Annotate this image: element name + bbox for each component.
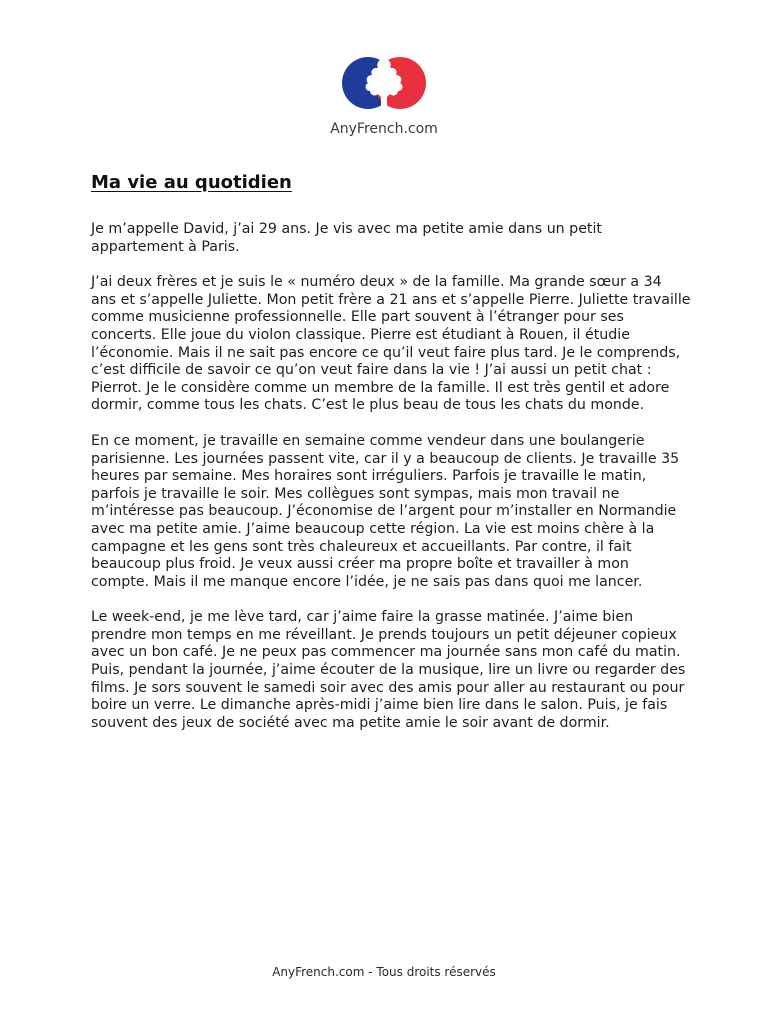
anyfrench-logo-icon xyxy=(340,50,428,116)
site-name: AnyFrench.com xyxy=(330,121,438,137)
paragraph-family: J’ai deux frères et je suis le « numéro deux » de la famille. Ma grande sœur a 34 ans et s’appelle Juliette. Mon petit frère a 21 ans et s’appelle Pierre. Juliette travaille comme musicienne professionnelle. Elle part souvent à l’étranger pour ses concerts. Elle joue du violon classique. Pierre est étudiant à Rouen, il étudie l’économie. Mais il ne sait pas encore ce qu’il veut faire plus tard. Je le comprends, c’est difficile de savoir ce qu’on veut faire dans la vie ! J’ai aussi un petit chat : Pierrot. Je le considère comme un membre de la famille. Il est très gentil et adore dormir, comme tous les chats. C’est le plus beau de tous les chats du monde. xyxy=(91,274,691,414)
paragraph-intro: Je m’appelle David, j’ai 29 ans. Je vis avec ma petite amie dans un petit appartement à Paris. xyxy=(91,221,602,255)
footer-copyright: AnyFrench.com - Tous droits réservés xyxy=(272,965,496,979)
logo-graphic xyxy=(340,50,428,116)
paragraph-work: En ce moment, je travaille en semaine comme vendeur dans une boulangerie parisienne. Les journées passent vite, car il y a beaucoup de clients. Je travaille 35 heures par semaine. Mes horaires sont irréguliers. Parfois je travaille le matin, parfois je travaille le soir. Mes collègues sont sympas, mais mon travail ne m’intéresse pas beaucoup. J’économise de l’argent pour m’installer en Normandie avec ma petite amie. J’aime beaucoup cette région. La vie est moins chère à la campagne et les gens sont très chaleureux et accueillants. Par contre, il fait beaucoup plus froid. Je veux aussi créer ma propre boîte et travailler à mon compte. Mais il me manque encore l’idée, je ne sais pas dans quoi me lancer. xyxy=(91,432,680,590)
paragraph-weekend: Le week-end, je me lève tard, car j’aime faire la grasse matinée. J’aime bien prendre mon temps en me réveillant. Je prends toujours un petit déjeuner copieux avec un bon café. Je ne peux pas commencer ma journée sans mon café du matin. Puis, pendant la journée, j’aime écouter de la musique, lire un livre ou regarder des films. Je sors souvent le samedi soir avec des amis pour aller au restaurant ou pour boire un verre. Le dimanche après-midi j’aime bien lire dans le salon. Puis, je fais souvent des jeux de société avec ma petite amie le soir avant de dormir. xyxy=(91,609,686,731)
document-body xyxy=(91,221,691,750)
document-title: Ma vie au quotidien xyxy=(91,172,292,193)
